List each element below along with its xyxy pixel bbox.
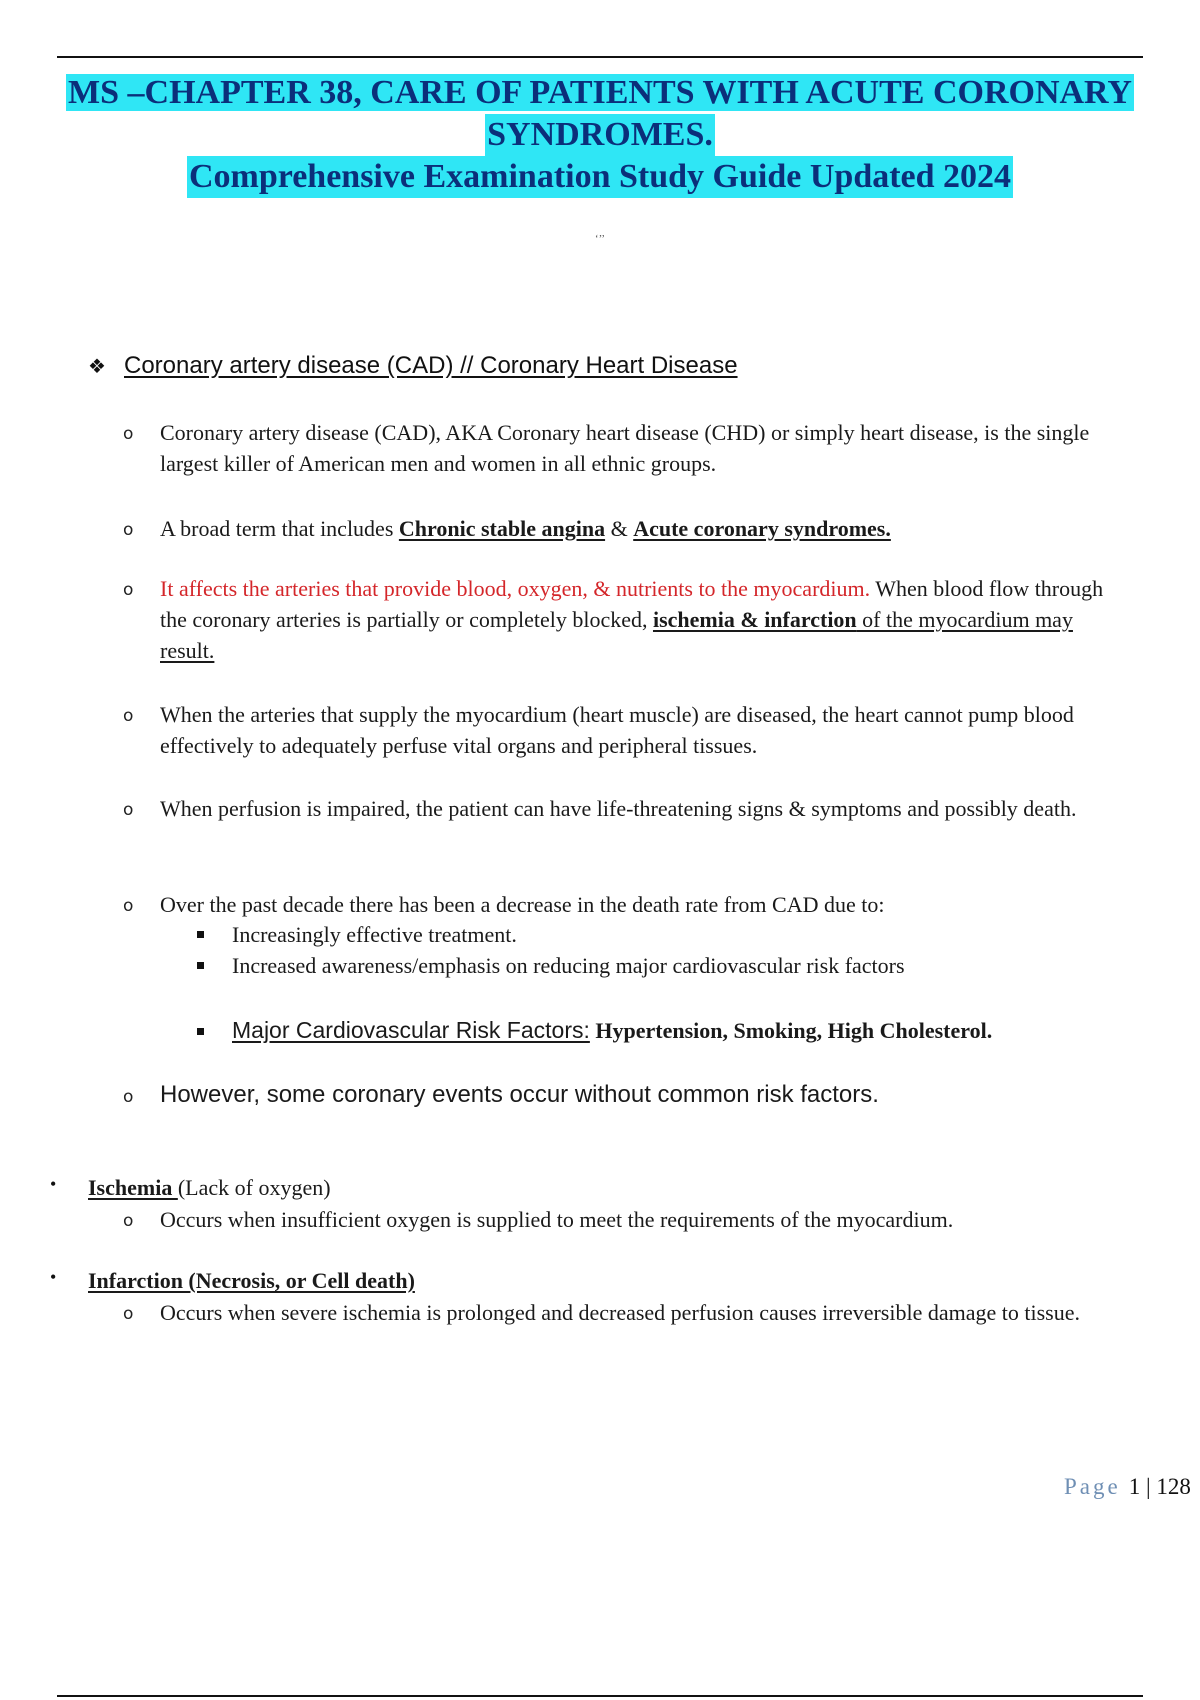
square-bullet-icon [197, 962, 204, 969]
item-text: & [605, 516, 634, 541]
item-text: A broad term that includes [160, 516, 399, 541]
chronic-stable-angina-term: Chronic stable angina [398, 516, 606, 541]
section-heading-text: Coronary artery disease (CAD) // Coronary Heart Disease [124, 352, 738, 379]
item-text: of the myocardium may result. [160, 607, 1073, 663]
sub-list-item [232, 1015, 1132, 1046]
circle-bullet-icon: o [123, 1211, 134, 1231]
infarction-description: Occurs when severe ischemia is prolonged and decreased perfusion causes irreversible damage to tissue. [160, 1300, 1080, 1325]
ischemia-description: Occurs when insufficient oxygen is supplied to meet the requirements of the myocardium. [160, 1207, 954, 1232]
title-line-3: Comprehensive Examination Study Guide Updated 2024 [187, 156, 1013, 198]
page-separator: | [1145, 1474, 1151, 1499]
circle-bullet-icon: o [123, 800, 134, 820]
circle-bullet-icon: o [123, 896, 134, 916]
highlighted-text: It affects the arteries that provide blood, oxygen, & nutrients to the myocardium. [160, 576, 871, 601]
sub-list-item: Increased awareness/emphasis on reducing major cardiovascular risk factors [232, 953, 905, 978]
section-heading [88, 352, 738, 380]
dot-bullet-icon: • [50, 1174, 57, 1194]
page-number [1064, 1474, 1191, 1500]
circle-bullet-icon: o [123, 1087, 134, 1107]
title-line-2: SYNDROMES. [485, 114, 715, 156]
page-label: Page [1064, 1474, 1121, 1499]
top-rule [57, 56, 1143, 58]
ischemia-heading [88, 1172, 1048, 1203]
bottom-rule [57, 1695, 1143, 1697]
title-line-1: MS –CHAPTER 38, CARE OF PATIENTS WITH ACUTE CORONARY [68, 74, 1132, 111]
ischemia-infarction-term: ischemia & infarction [652, 607, 857, 632]
document-title [0, 72, 1200, 198]
risk-factors-label: Major Cardiovascular Risk Factors: [232, 1017, 590, 1043]
list-item [160, 573, 1120, 666]
page-current: 1 [1128, 1474, 1141, 1499]
item-text: When blood flow through the coronary arteries is partially or completely blocked, [160, 576, 1104, 632]
sub-list-item: Increasingly effective treatment. [232, 922, 517, 947]
list-item: Over the past decade there has been a decrease in the death rate from CAD due to: [160, 892, 885, 917]
small-mark: ‘’’ [594, 233, 606, 245]
circle-bullet-icon: o [123, 424, 134, 444]
list-item: When the arteries that supply the myocardium (heart muscle) are diseased, the heart cannot pump blood effectively to adequately perfuse vital organs and peripheral tissues. [160, 702, 1074, 758]
square-bullet-icon [197, 931, 204, 938]
page-total: 128 [1156, 1474, 1191, 1499]
list-item: Coronary artery disease (CAD), AKA Coronary heart disease (CHD) or simply heart disease, is the single largest killer of American men and women in all ethnic groups. [160, 420, 1090, 476]
risk-factors-text: Hypertension, Smoking, High Cholesterol. [589, 1018, 993, 1043]
circle-bullet-icon: o [123, 520, 134, 540]
ischemia-paren: (Lack of oxygen) [177, 1175, 331, 1200]
ischemia-term: Ischemia [88, 1175, 178, 1200]
dot-bullet-icon: • [50, 1267, 57, 1287]
square-bullet-icon [197, 1028, 204, 1035]
acute-coronary-syndromes-term: Acute coronary syndromes. [633, 516, 891, 541]
circle-bullet-icon: o [123, 1304, 134, 1324]
circle-bullet-icon: o [123, 706, 134, 726]
list-item [160, 513, 1120, 544]
list-item: When perfusion is impaired, the patient can have life-threatening signs & symptoms and possibly death. [160, 796, 1077, 821]
circle-bullet-icon: o [123, 580, 134, 600]
infarction-heading: Infarction (Necrosis, or Cell death) [88, 1268, 415, 1293]
diamond-bullet-icon: ❖ [88, 356, 106, 378]
list-item: However, some coronary events occur without common risk factors. [160, 1081, 879, 1108]
